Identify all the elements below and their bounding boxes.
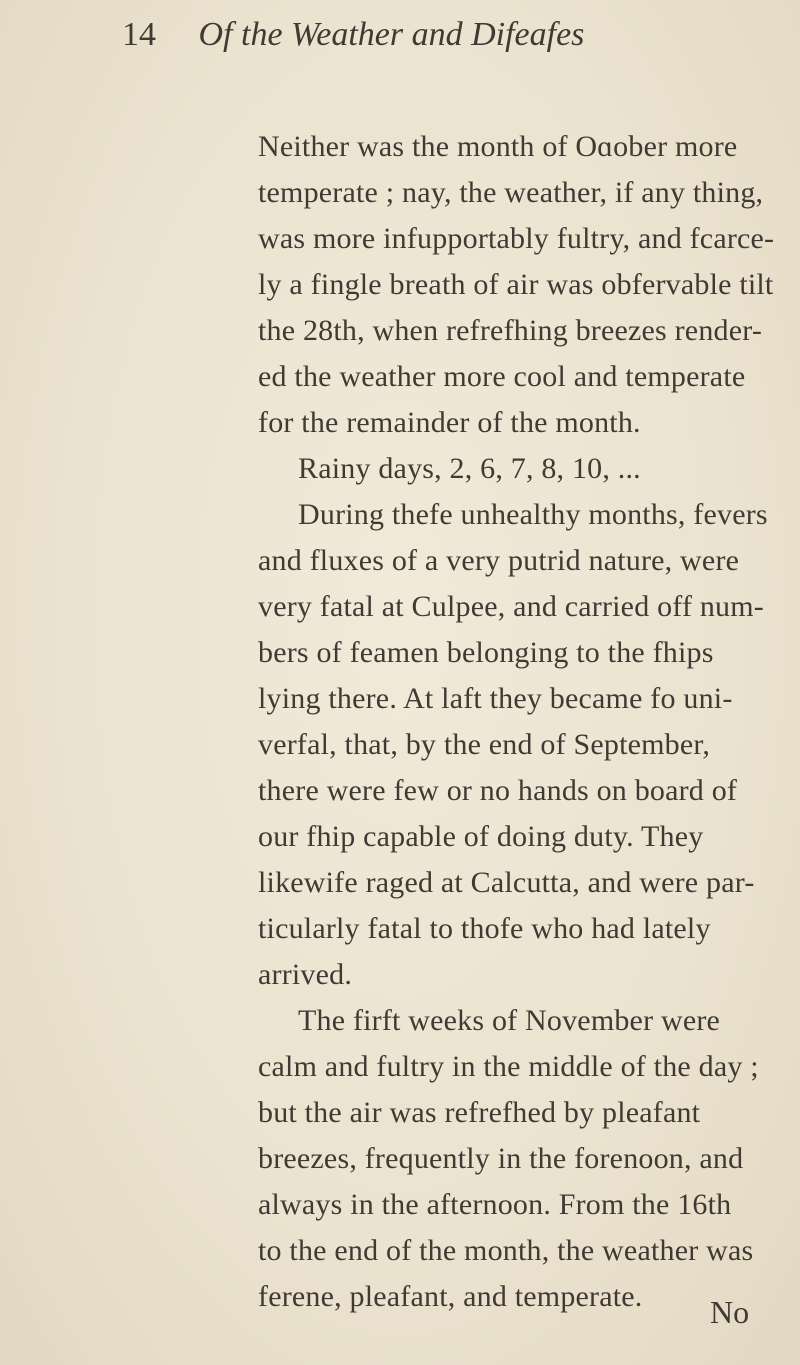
text-line: ferene, pleafant, and temperate. — [258, 1280, 643, 1313]
text-line: ed the weather more cool and temperate — [258, 360, 746, 393]
page-number: 14 — [122, 16, 156, 53]
text-line: bers of feamen belonging to the fhips — [258, 636, 714, 669]
text-line: but the air was refrefhed by pleafant — [258, 1096, 701, 1129]
catchword: No — [710, 1294, 750, 1330]
text-line: calm and fultry in the middle of the day ; — [258, 1050, 759, 1083]
text-line: verfal, that, by the end of September, — [258, 728, 711, 761]
text-line: was more infupportably fultry, and fcarce- — [258, 222, 775, 255]
text-line: very fatal at Culpee, and carried off num- — [258, 590, 764, 623]
page-header — [122, 18, 584, 52]
text-line: there were few or no hands on board of — [258, 774, 738, 807]
text-line: Neither was the month of Oɑober more — [258, 130, 738, 163]
text-line: ticularly fatal to thofe who had lately — [258, 912, 711, 945]
text-line: always in the afternoon. From the 16th — [258, 1188, 732, 1221]
text-line: ly a fingle breath of air was obfervable tilt — [258, 268, 774, 301]
text-line: the 28th, when refrefhing breezes render- — [258, 314, 763, 347]
text-line: likewife raged at Calcutta, and were par- — [258, 866, 755, 899]
running-head: Of the Weather and Difeafes — [198, 16, 585, 53]
text-line: The firft weeks of November were — [298, 1004, 721, 1037]
text-line: and fluxes of a very putrid nature, were — [258, 544, 740, 577]
text-line: Rainy days, 2, 6, 7, 8, 10, ... — [298, 452, 641, 485]
text-line: During thefe unhealthy months, fevers — [298, 498, 768, 531]
text-line: lying there. At laft they became fo uni- — [258, 682, 733, 715]
text-line: arrived. — [258, 958, 353, 991]
text-line: to the end of the month, the weather was — [258, 1234, 754, 1267]
text-line: our fhip capable of doing duty. They — [258, 820, 704, 853]
text-line: temperate ; nay, the weather, if any thing, — [258, 176, 764, 209]
text-line: breezes, frequently in the forenoon, and — [258, 1142, 744, 1175]
text-line: for the remainder of the month. — [258, 406, 641, 439]
